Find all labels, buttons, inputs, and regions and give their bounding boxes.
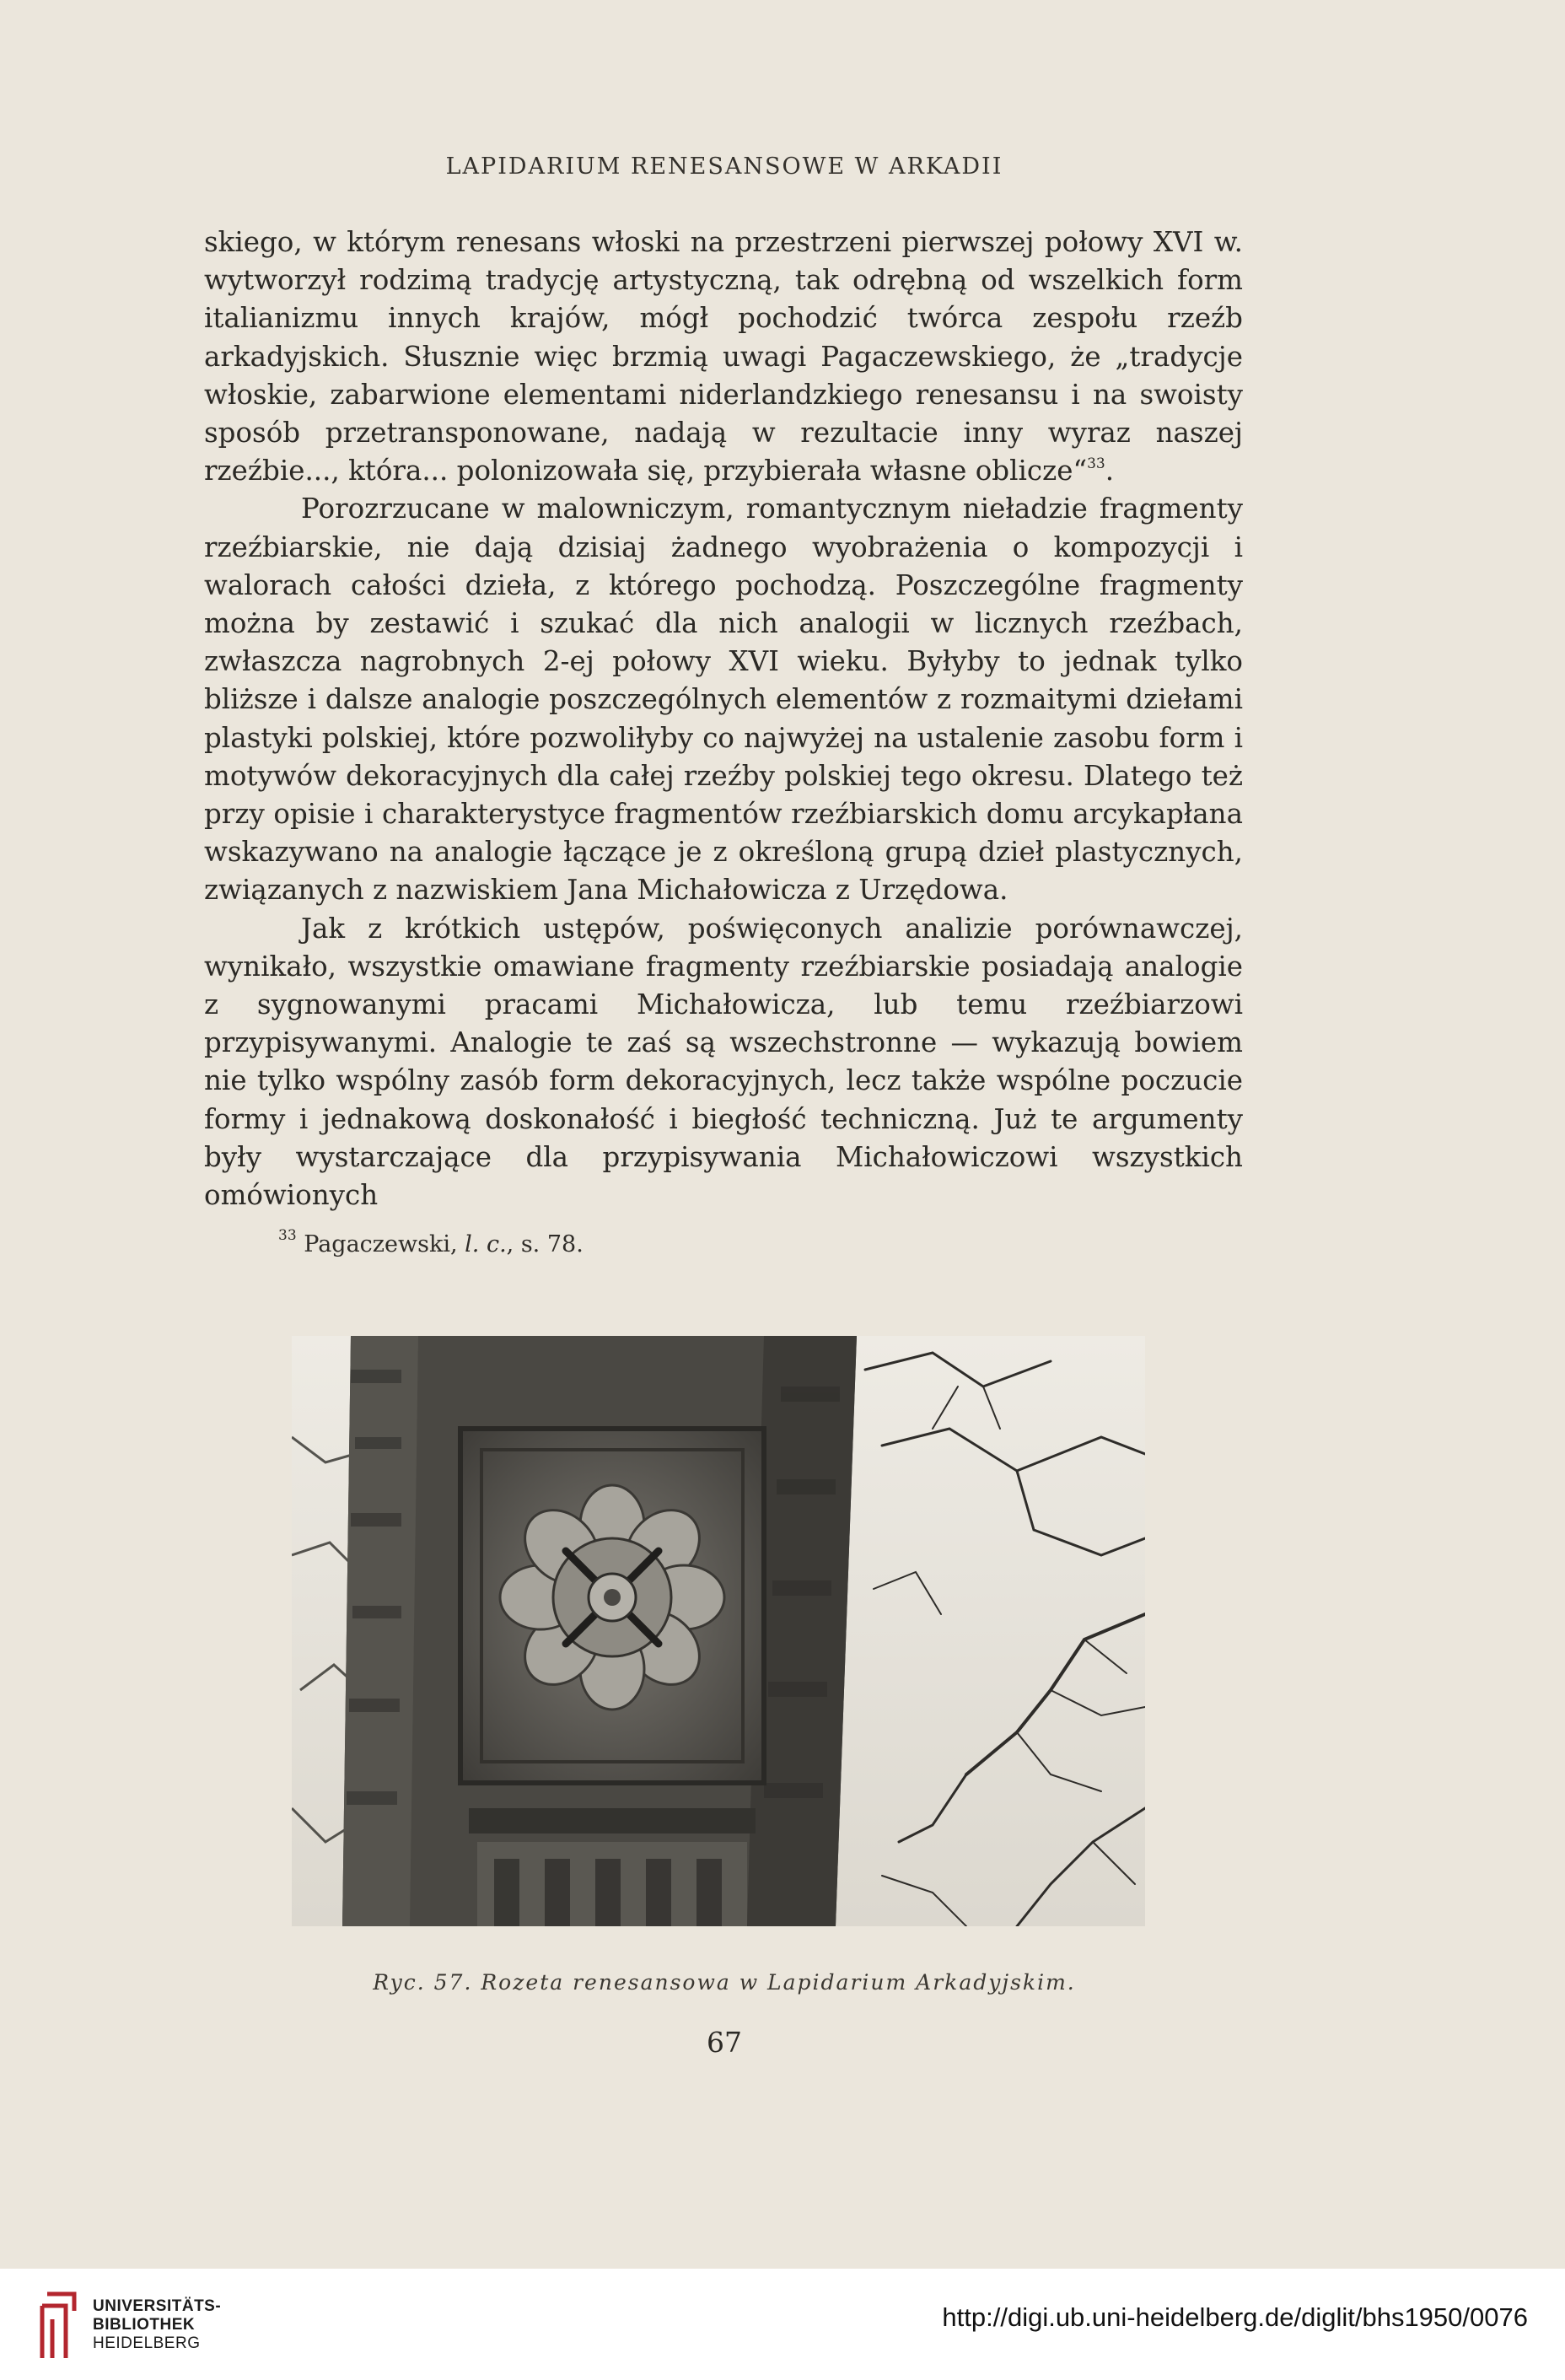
- library-name: [93, 2297, 221, 2353]
- library-name-line1: UNIVERSITÄTS-: [93, 2297, 222, 2315]
- figure-caption: Ryc. 57. Rozeta renesansowa w Lapidarium Arkadyjskim.: [373, 1970, 1076, 1995]
- running-head: LAPIDARIUM RENESANSOWE W ARKADII: [445, 153, 1003, 180]
- paragraph-2: Porozrzucane w malowniczym, romantycznym nieładzie fragmenty rzeźbiarskie, nie dają dzisiaj żadnego wyobrażenia o kompozycji i walorach całości dzieła, z którego pochodzą. Poszczególne fragmenty można by zestawić i szukać dla nich analogii w licznych rzeźbach, zwłaszcza nagrobnych 2-ej połowy XVI wieku. Byłyby to jednak tylko bliższe i dalsze analogie poszczególnych elementów z rozmaitymi dziełami plastyki polskiej, które pozwoliłyby co najwyżej na ustalenie zasobu form i motywów dekoracyjnych dla całej rzeźby polskiej tego okresu. Dlatego też przy opisie i charakterystyce fragmentów rzeźbiarskich domu arcykapłana wskazywano na analogie łączące je z określoną grupą dzieł plastycznych, związanych z nazwiskiem Jana Michałowicza z Urzędowa.: [204, 493, 1243, 907]
- page-number: 67: [707, 2026, 742, 2059]
- footnote: [278, 1227, 584, 1257]
- rosette-photo-image: [292, 1336, 1145, 1926]
- footnote-number: 33: [278, 1227, 297, 1244]
- library-footer: [0, 2269, 1565, 2380]
- footnote-pages: , s. 78.: [506, 1231, 584, 1257]
- footnote-author: Pagaczewski,: [304, 1231, 458, 1257]
- library-logo-icon[interactable]: [35, 2286, 86, 2363]
- footnote-ref[interactable]: 33: [1087, 455, 1105, 473]
- rosette-photograph: [292, 1336, 1145, 1926]
- paragraph-1-tail: .: [1105, 455, 1115, 487]
- paragraph-3: Jak z krótkich ustępów, poświęconych analizie porównawczej, wynikało, wszystkie omawiane fragmenty rzeźbiarskie posiadają analogie z sygnowanymi pracami Michałowicza, lub temu rzeźbiarzowi przypisywanymi. Analogie te zaś są wszechstronne — wykazują bowiem nie tylko wspólny zasób form dekoracyjnych, lecz także wspólne poczucie formy i jednakową doskonałość i biegłość techniczną. Już te argumenty były wystarczające dla przypisywania Michałowiczowi wszystkich omówionych: [204, 912, 1243, 1212]
- paragraph-1-text: skiego, w którym renesans włoski na przestrzeni pierwszej połowy XVI w. wytworzył rodzimą tradycję artystyczną, tak odrębną od wszelkich form italianizmu innych krajów, mógł pochodzić twórca zespołu rzeźb arkadyjskich. Słusznie więc brzmią uwagi Pagaczewskiego, że „tradycje włoskie, zabarwione elementami niderlandzkiego renesansu i na swoisty sposób przetransponowane, nadają w rezultacie inny wyraz naszej rzeźbie..., która... polonizowała się, przybierała własne oblicze“: [204, 226, 1243, 487]
- footnote-ref-abbrev: l. c.: [465, 1231, 507, 1257]
- library-name-line3: HEIDELBERG: [93, 2334, 201, 2352]
- library-name-line2: BIBLIOTHEK: [93, 2316, 196, 2334]
- paragraph-1: [204, 223, 1243, 490]
- body-text: [204, 223, 1243, 1214]
- source-url-link[interactable]: http://digi.ub.uni-heidelberg.de/diglit/bhs1950/0076: [942, 2302, 1528, 2332]
